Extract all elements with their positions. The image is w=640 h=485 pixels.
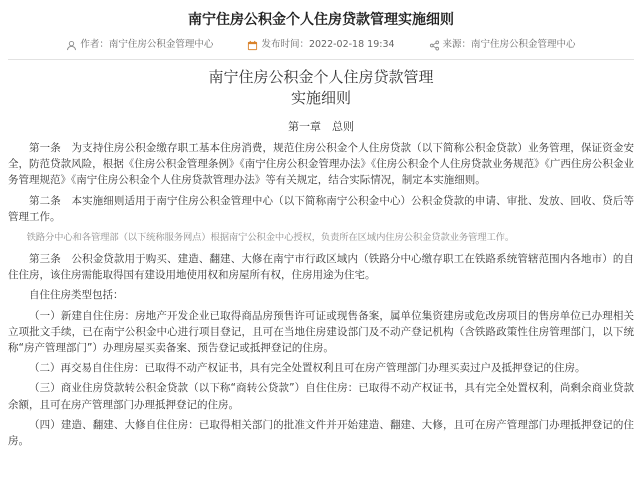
article-3: 第三条 公积金贷款用于购买、建造、翻建、大修在南宁市行政区域内（铁路分中心缴存职工在铁路系统管辖范围内各地市）的自住住房，该住房需能取得国有建设用地使用权和房屋所有权，住房用途为住宅。: [8, 253, 634, 282]
meta-author: [66, 38, 213, 52]
housing-type-loan-transfer: （三）商业住房贷款转公积金贷款（以下称“商转公贷款”）自住住房：已取得不动产权证书，具有完全处置权利，尚剩余商业贷款余额，且可在房产管理部门办理抵押登记的住房。: [8, 382, 634, 411]
calendar-icon: [247, 40, 258, 51]
chapter-heading: 第一章 总则: [288, 120, 354, 133]
housing-type-resale: （二）再交易自住住房：已取得不动产权证书，具有完全处置权利且可在房产管理部门办理买卖过户及抵押登记的住房。: [29, 362, 586, 375]
housing-type-construction: （四）建造、翻建、大修自住住房：已取得相关部门的批准文件并开始建造、翻建、大修，且可在房产管理部门办理抵押登记的住房。: [8, 418, 634, 448]
housing-type-new: （一）新建自住住房：房地产开发企业已取得商品房预售许可证或现售备案，属单位集资建房或危改房项目的售房单位已办理相关立项批文手续，已在南宁公积金中心进行项目登记，且可在当地住房建设部门及不动产登记机构（含铁路政策性住房管理部门，以下统称“房产管理部门”）办理房屋买卖备案、预告登记或抵押登记的住房。: [8, 309, 634, 355]
meta-source-text: 来源：南宁住房公积金管理中心: [442, 39, 576, 50]
article-2: 第二条 本实施细则适用于南宁住房公积金管理中心（以下简称南宁公积金中心）公积金贷款的申请、审批、发放、回收、贷后等管理工作。: [8, 194, 634, 223]
meta-published: [247, 38, 394, 52]
article-title: 南宁住房公积金个人住房贷款管理实施细则: [188, 12, 454, 28]
housing-types-intro: 自住住房类型包括：: [29, 289, 124, 302]
share-icon: [429, 40, 440, 51]
document-title: [8, 67, 634, 109]
meta-published-text: 发布时间：2022-02-18 19:34: [261, 39, 395, 50]
meta-source: [429, 38, 576, 52]
user-icon: [66, 40, 77, 51]
document-title-line-2: 实施细则: [290, 89, 351, 107]
title-divider: [8, 59, 634, 60]
article-1: 第一条 为支持住房公积金缴存职工基本住房消费，规范住房公积金个人住房贷款（以下简称公积金贷款）业务管理，保证资金安全，防范贷款风险，根据《住房公积金管理条例》《南宁住房公积金管理办法》《住房公积金个人住房贷款业务规范》《广西住房公积金业务管理规范》《南宁住房公积金个人住房贷款管理办法》等有关规定，结合实际情况，制定本实施细则。: [8, 142, 634, 187]
branch-notice: 铁路分中心和各管理部（以下统称服务网点）根据南宁公积金中心授权，负责所在区域内住房公积金贷款业务管理工作。: [26, 232, 515, 244]
article-meta: [8, 38, 634, 52]
meta-author-text: 作者：南宁住房公积金管理中心: [80, 39, 214, 50]
document-title-line-1: 南宁住房公积金个人住房贷款管理: [208, 68, 434, 86]
